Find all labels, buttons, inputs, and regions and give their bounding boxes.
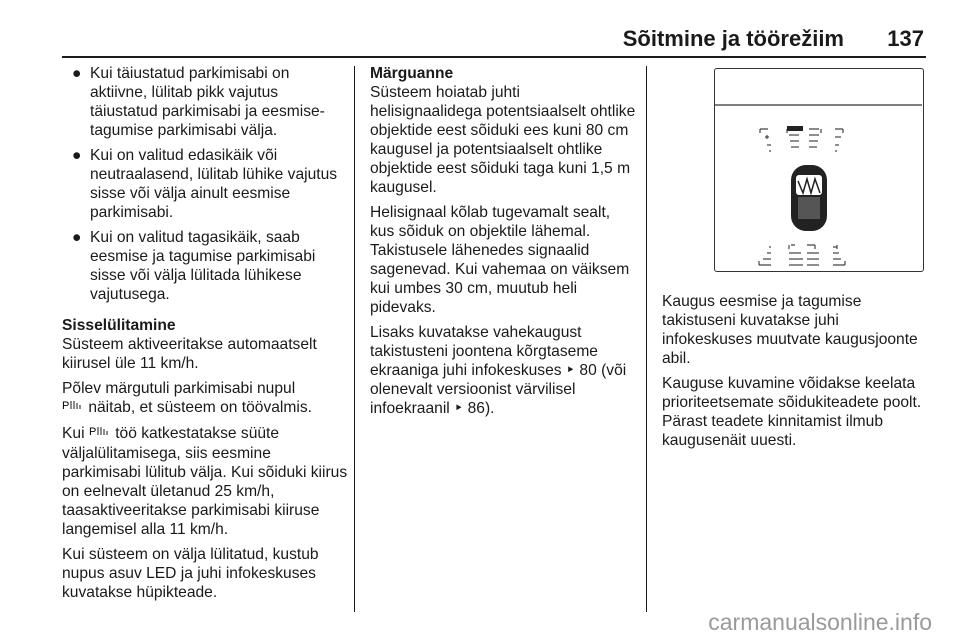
paragraph: Kauguse kuvamine võidakse keelata prioriteetsemate sõidukiteadete poolt. Pärast teadete kinnitamist ilmub kaugusenäit uuesti. bbox=[662, 375, 922, 449]
svg-text:P: P bbox=[62, 400, 69, 412]
column-left bbox=[62, 64, 348, 608]
bullet-text: Kui on valitud edasikäik või neutraalasend, lülitab lühike vajutus sisse või välja ainult eesmise parkimisabi. bbox=[90, 147, 338, 221]
paragraph-text: näitab, et süsteem on töövalmis. bbox=[84, 399, 312, 416]
bullet-text: Kui on valitud tagasikäik, saab eesmise ja tagumise parkimisabi sisse või välja lülitada lühikese vajutusega. bbox=[90, 229, 316, 303]
paragraph-text: Põlev märgutuli parkimisabi nupul bbox=[62, 380, 296, 397]
bullet-dot: ● bbox=[72, 65, 82, 82]
paragraph: Süsteem hoiatab juhti helisignaalidega potentsiaalselt ohtlike objektide eest sõiduki ees kuni 80 cm kaugusel ja potentsiaalselt ohtlike objektide eest sõiduki taga kuni 1,5 m kaugusel. bbox=[370, 84, 636, 196]
front-active-bar bbox=[787, 126, 803, 131]
parking-display-graphic bbox=[715, 69, 922, 270]
column-divider bbox=[646, 66, 647, 612]
section-heading: Märguanne bbox=[370, 65, 454, 82]
paragraph bbox=[62, 379, 348, 418]
rear-distance-bars bbox=[759, 245, 845, 265]
paragraph: Süsteem aktiveeritakse automaatselt kiirusel üle 11 km/h. bbox=[62, 336, 317, 372]
paragraph bbox=[62, 424, 348, 539]
bullet-dot: ● bbox=[72, 229, 82, 246]
page-header-title: Sõitmine ja töörežiim bbox=[622, 26, 844, 51]
bullet-dot: ● bbox=[72, 147, 82, 164]
column-right bbox=[662, 292, 930, 456]
bullet-item bbox=[62, 146, 348, 222]
paragraph-text: töö katkestatakse süüte väljalülitamisega, siis eesmine parkimisabi lülitub välja. Kui sõiduki kiirus on eelnevalt ületanud 25 km/h, taasaktiveeritakse parkimisabi kiiruse langemisel alla 11 km/h. bbox=[62, 425, 348, 538]
parking-assist-icon bbox=[89, 424, 111, 444]
paragraph: Helisignaal kõlab tugevamalt sealt, kus sõiduk on objektile lähemal. Takistusele lähenedes signaalid sagenevad. Kui vahemaa on väiksem kui umbes 30 cm, muutub heli pidevaks. bbox=[370, 204, 630, 316]
column-middle bbox=[370, 64, 636, 424]
parking-assist-icon bbox=[62, 398, 84, 418]
paragraph: Kui süsteem on välja lülitatud, kustub nupus asuv LED ja juhi infokeskuses kuvatakse hüpikteade. bbox=[62, 546, 319, 601]
column-divider bbox=[354, 66, 355, 612]
section-heading: Sisselülitamine bbox=[62, 317, 176, 334]
paragraph: Lisaks kuvatakse vahekaugust takistusteni joontena kõrgtaseme ekraaniga juhi infokeskuses ‣ 80 (või olenevalt versioonist värvilisel infoekraanil ‣ 86). bbox=[370, 324, 627, 417]
paragraph-text: Kui bbox=[62, 425, 89, 442]
watermark: carmanualsonline.info bbox=[708, 609, 932, 635]
parking-display-illustration bbox=[714, 68, 924, 272]
front-distance-bars bbox=[760, 129, 843, 151]
car-icon bbox=[791, 165, 827, 231]
svg-text:P: P bbox=[88, 426, 96, 438]
bullet-item bbox=[62, 64, 348, 140]
page-number: 137 bbox=[887, 26, 924, 51]
paragraph: Kaugus eesmise ja tagumise takistuseni kuvatakse juhi infokeskuses muutvate kaugusjoonte abil. bbox=[662, 293, 918, 367]
header-rule bbox=[62, 56, 926, 58]
bullet-item bbox=[62, 228, 348, 304]
bullet-text: Kui täiustatud parkimisabi on aktiivne, lülitab pikk vajutus täiustatud parkimisabi ja eesmise-tagumise parkimisabi välja. bbox=[90, 65, 325, 139]
